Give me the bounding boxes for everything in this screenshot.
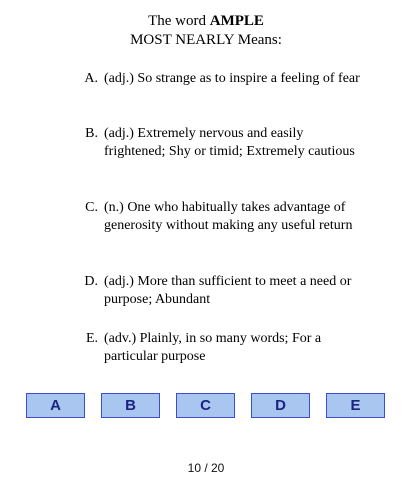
choice-text: (adj.) Extremely nervous and easily frightened; Shy or timid; Extremely cautious [104,126,355,159]
question-header [0,12,412,50]
choice-c [70,199,360,235]
choice-text: (n.) One who habitually takes advantage of generosity without making any useful return [104,200,353,233]
answer-button-c[interactable]: C [176,393,235,418]
choice-text: (adj.) So strange as to inspire a feeling of fear [104,71,360,86]
choice-letter: C. [85,200,98,215]
question-line-1 [0,12,412,31]
choice-letter: B. [85,126,98,141]
choice-e [70,330,360,366]
question-line-2: MOST NEARLY Means: [130,32,282,48]
choice-b [70,125,360,161]
choice-a [70,70,360,88]
progress-indicator: 10 / 20 [187,461,225,475]
choice-d [70,273,360,309]
question-prefix: The word [148,13,206,29]
question-word: AMPLE [209,13,264,29]
answer-button-b[interactable]: B [101,393,160,418]
answer-button-d[interactable]: D [251,393,310,418]
choice-letter: A. [84,71,98,86]
choice-letter: E. [85,331,98,346]
choice-text: (adv.) Plainly, in so many words; For a particular purpose [104,331,322,364]
answer-button-a[interactable]: A [26,393,85,418]
choice-letter: D. [84,274,98,289]
answer-button-row [26,393,386,418]
choice-text: (adj.) More than sufficient to meet a need or purpose; Abundant [104,274,352,307]
answer-button-e[interactable]: E [326,393,385,418]
